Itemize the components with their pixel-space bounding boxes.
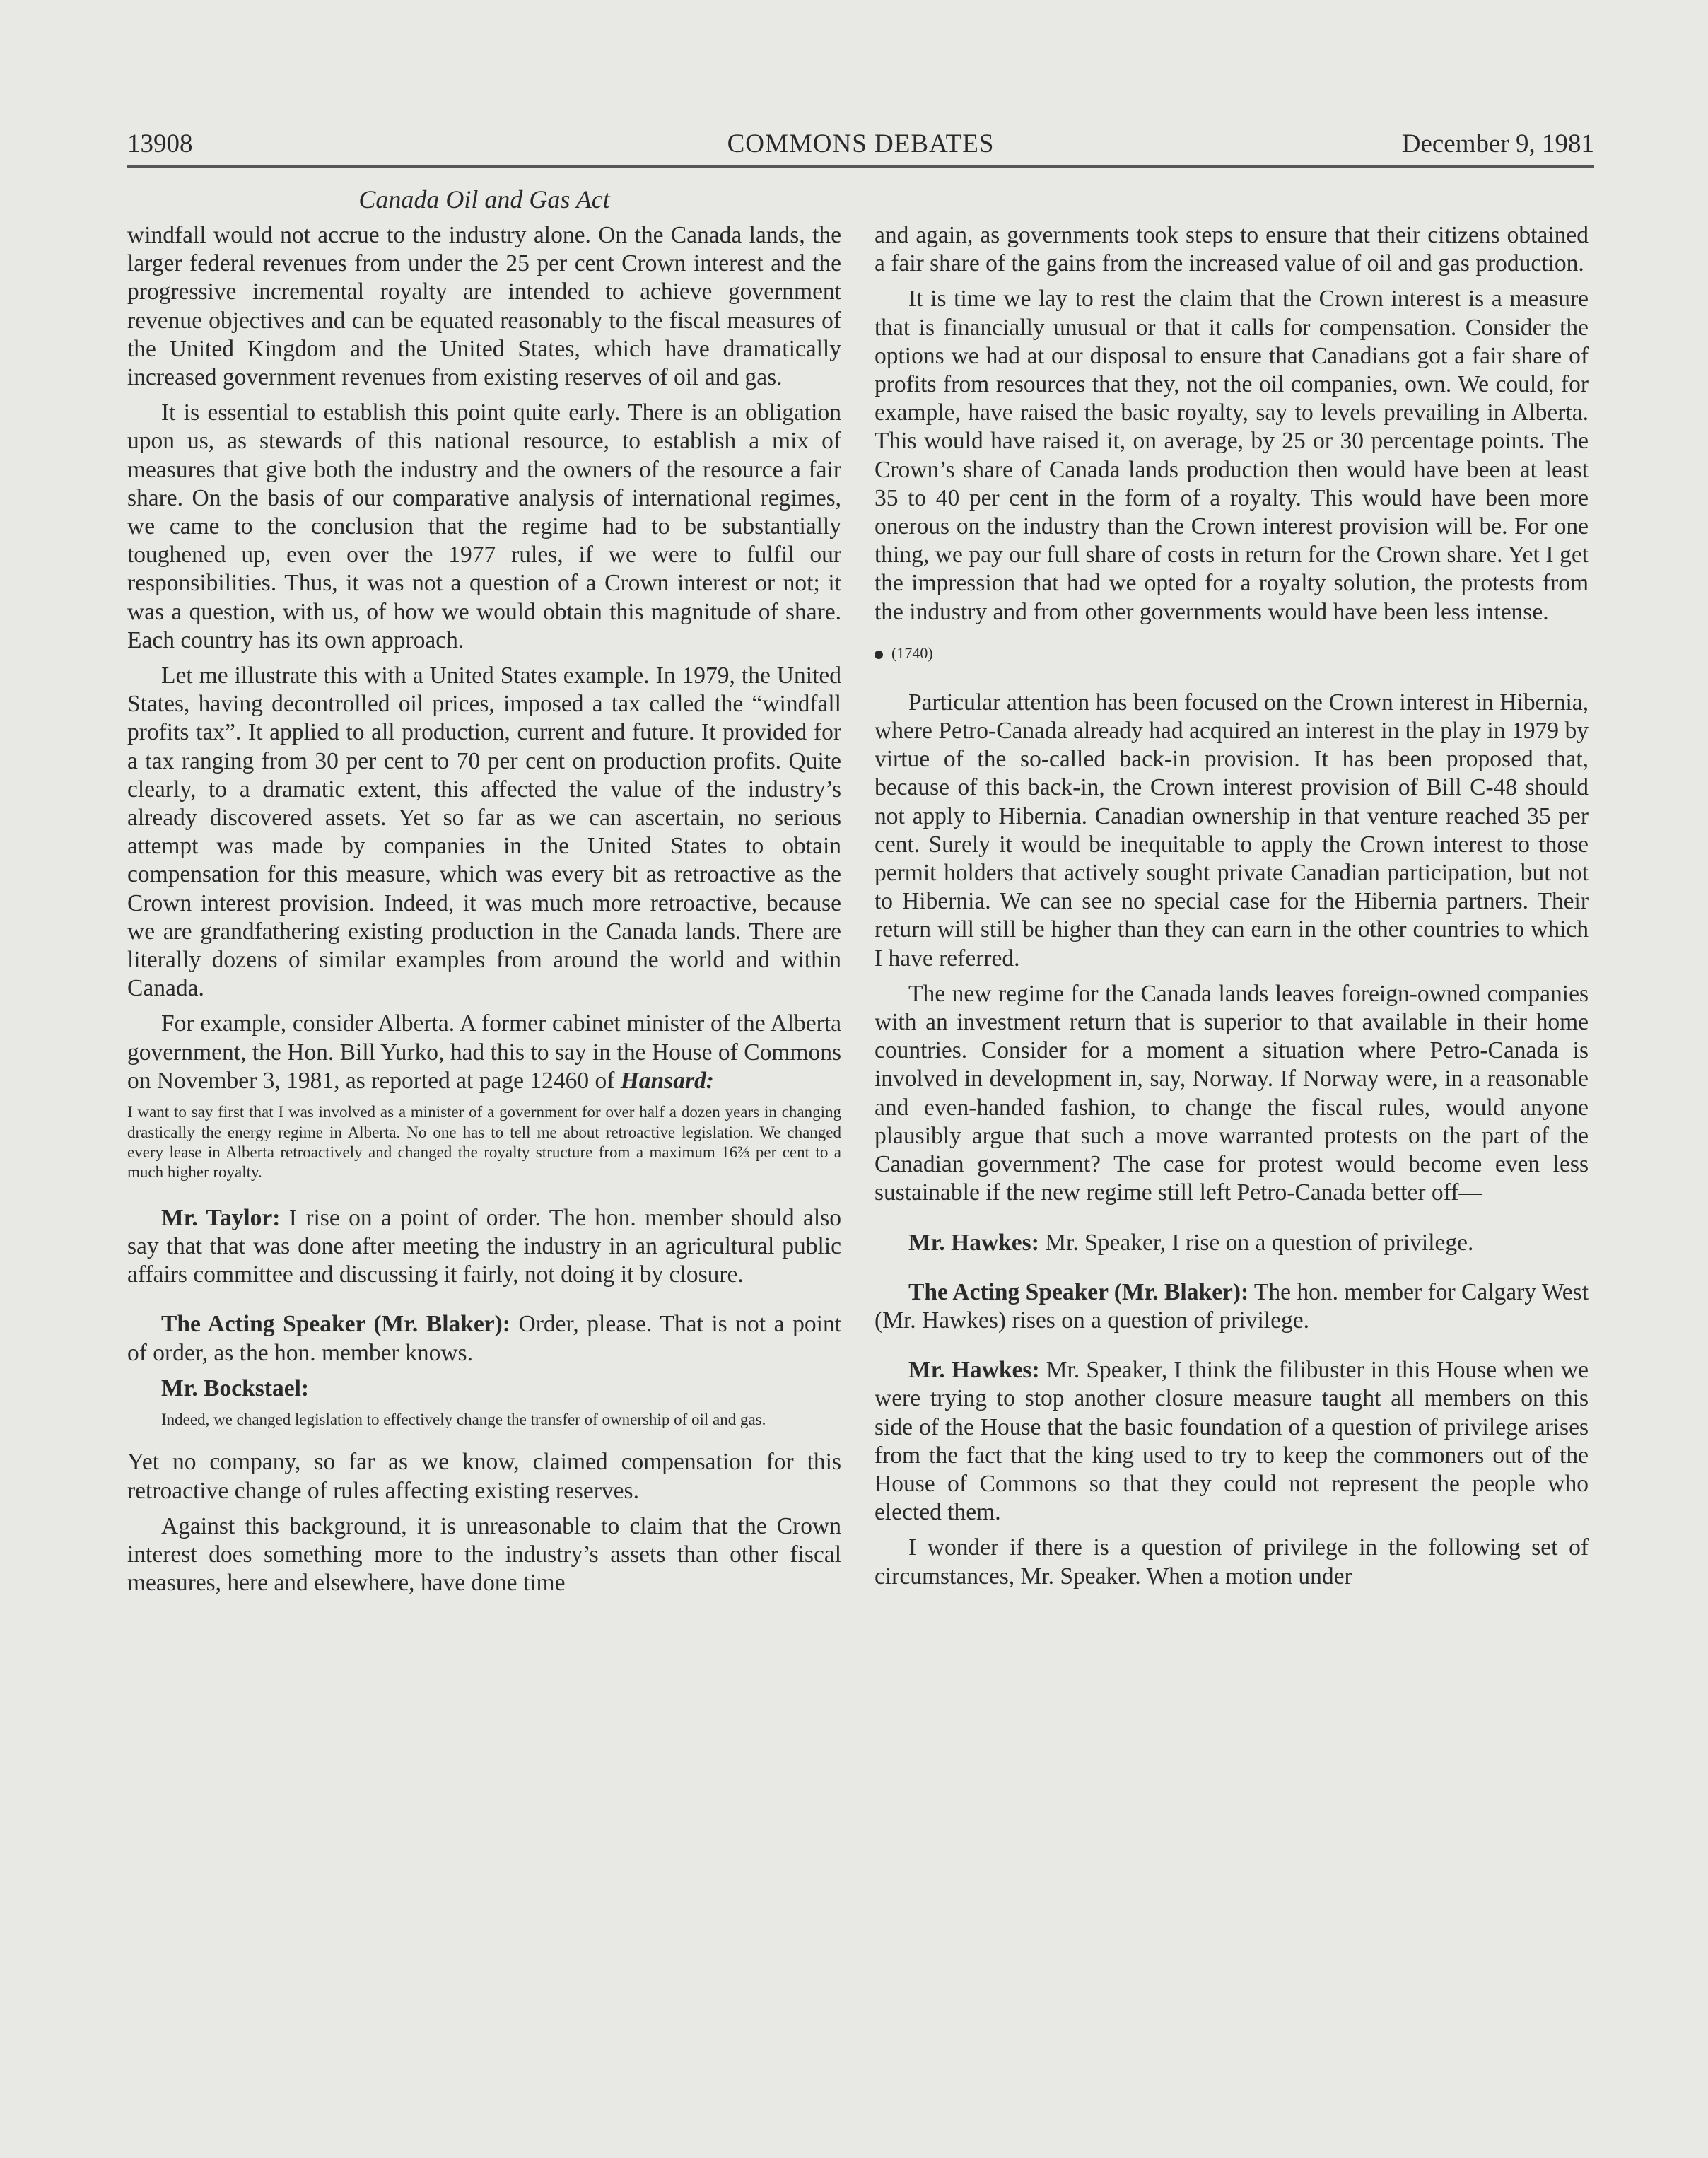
left-column: [127, 221, 841, 1604]
publication-date: December 9, 1981: [1401, 129, 1594, 158]
time-marker-text: (1740): [891, 643, 933, 662]
page-number: 13908: [127, 129, 193, 158]
section-title: Canada Oil and Gas Act: [358, 185, 610, 214]
time-marker: [875, 639, 1589, 667]
speech: [875, 1356, 1589, 1527]
speech: [875, 1229, 1589, 1257]
paragraph: I wonder if there is a question of privilege in the following set of circumstances, Mr. Speaker. When a motion under: [875, 1534, 1589, 1590]
publication-title: COMMONS DEBATES: [727, 129, 995, 158]
block-quote: [127, 1102, 841, 1183]
quote-text: Indeed, we changed legislation to effectively change the transfer of ownership of oil and gas.: [161, 1410, 766, 1428]
speaker-name: Mr. Hawkes:: [908, 1357, 1040, 1384]
speech-text: The hon. member for Calgary West (Mr. Hawkes) rises on a question of privilege.: [875, 1278, 1589, 1334]
speech: [127, 1310, 841, 1367]
speaker-name: The Acting Speaker (Mr. Blaker):: [908, 1278, 1249, 1305]
paragraph: Against this background, it is unreasonable to claim that the Crown interest does something more to the industry’s assets than other fiscal measures, here and elsewhere, have done time: [127, 1512, 841, 1597]
paragraph: It is essential to establish this point quite early. There is an obligation upon us, as stewards of this national resource, to establish a mix of measures that give both the industry and the owners of the resource a fair share. On the basis of our comparative analysis of international regimes, we came to the conclusion that the regime had to be substantially toughened up, even over the 1977 rules, if we were to fulfil our responsibilities. Thus, it was not a question of a Crown interest or not; it was a question, with us, of how we would obtain this magnitude of share. Each country has its own approach.: [127, 399, 841, 653]
paragraph-text: For example, consider Alberta. A former cabinet minister of the Alberta government, the Hon. Bill Yurko, had this to say in the House of Commons on November 3, 1981, as reported at page 12460 of: [127, 1010, 841, 1094]
paragraph: Yet no company, so far as we know, claimed compensation for this retroactive change of rules affecting existing reserves.: [127, 1449, 841, 1504]
speaker-name: The Acting Speaker (Mr. Blaker):: [161, 1311, 510, 1338]
speaker-name: Mr. Taylor:: [161, 1204, 281, 1231]
speaker-name: Mr. Bockstael:: [161, 1375, 310, 1401]
quote-text: I want to say first that I was involved as a minister of a government for over half a dozen years in changing drastically the energy regime in Alberta. No one has to tell me about retroactive legislation. We changed every lease in Alberta retroactively and changed the royalty structure from a maximum 16⅔ per cent to a much higher royalty.: [127, 1103, 841, 1182]
block-quote: [127, 1410, 841, 1430]
paragraph: windfall would not accrue to the industry alone. On the Canada lands, the larger federal revenues from under the 25 per cent Crown interest and the progressive incremental royalty are intended to achieve government revenue objectives and can be equated reasonably to the fiscal measures of the United Kingdom and the United States, which have dramatically increased government revenues from existing reserves of oil and gas.: [127, 222, 841, 391]
speech-text: Mr. Speaker, I rise on a question of privilege.: [1039, 1229, 1474, 1256]
right-column: [875, 221, 1589, 1598]
paragraph: The new regime for the Canada lands leaves foreign-owned companies with an investment return that is superior to that available in their home countries. Consider for a moment a situation where Petro-Canada is involved in development in, say, Norway. If Norway were, in a reasonable and even-handed fashion, to change the fiscal rules, would anyone plausibly argue that such a move warranted protests on the part of the Canadian government? The case for protest would become even less sustainable if the new regime still left Petro-Canada better off—: [875, 980, 1589, 1206]
speech-text: Order, please. That is not a point of order, as the hon. member knows.: [127, 1311, 842, 1366]
speech-text: I rise on a point of order. The hon. member should also say that that was done after meeting the industry in an agricultural public affairs committee and discussing it fairly, not doing it by closure.: [127, 1204, 841, 1288]
paragraph: Particular attention has been focused on the Crown interest in Hibernia, where Petro-Canada already had acquired an interest in the play in 1979 by virtue of the so-called back-in provision. It has been proposed that, because of this back-in, the Crown interest provision of Bill C-48 should not apply to Hibernia. Canadian ownership in that venture reached 35 per cent. Surely it would be inequitable to apply the Crown interest to those permit holders that actively sought private Canadian participation, but not to Hibernia. We can see no special case for the Hibernia partners. Their return will still be higher than they can earn in the other countries to which I have referred.: [875, 689, 1589, 972]
page-header: [127, 126, 1594, 163]
hansard-reference: Hansard:: [620, 1067, 714, 1094]
paragraph: [127, 1010, 841, 1095]
bullet-icon: [875, 651, 883, 659]
header-rule: [127, 165, 1594, 168]
speaker-name: Mr. Hawkes:: [908, 1229, 1039, 1256]
speech: [127, 1204, 841, 1290]
paragraph: and again, as governments took steps to ensure that their citizens obtained a fair share of the gains from the increased value of oil and gas production.: [875, 222, 1589, 277]
speech: [875, 1278, 1589, 1335]
speech-text: Mr. Speaker, I think the filibuster in this House when we were trying to stop another closure measure taught all members on this side of the House that the basic foundation of a question of privilege arises from the fact that the king used to try to keep the commoners out of the House of Commons so that they could not represent the people who elected them.: [875, 1357, 1589, 1526]
paragraph: It is time we lay to rest the claim that the Crown interest is a measure that is financially unusual or that it calls for compensation. Consider the options we had at our disposal to ensure that Canadians got a fair share of profits from resources that they, not the oil companies, own. We could, for example, have raised the basic royalty, say to levels prevailing in Alberta. This would have raised it, on average, by 25 or 30 percentage points. The Crown’s share of Canada lands production then would have been at least 35 to 40 per cent in the form of a royalty. This would have been more onerous on the industry than the Crown interest provision will be. For one thing, we pay our full share of costs in return for the Crown share. Yet I get the impression that had we opted for a royalty solution, the protests from the industry and from other governments would have been less intense.: [875, 286, 1589, 625]
paragraph: Let me illustrate this with a United States example. In 1979, the United States, having decontrolled oil prices, imposed a tax called the “windfall profits tax”. It applied to all production, current and future. It provided for a tax ranging from 30 per cent to 70 per cent on production profits. Quite clearly, to a dramatic extent, this affected the value of the industry’s already discovered assets. Yet so far as we can ascertain, no serious attempt was made by companies in the United States to obtain compensation for this measure, which was every bit as retroactive as the Crown interest provision. Indeed, it was much more retroactive, because we are grandfathering existing production in the Canada lands. There are literally dozens of similar examples from around the world and within Canada.: [127, 663, 841, 1002]
